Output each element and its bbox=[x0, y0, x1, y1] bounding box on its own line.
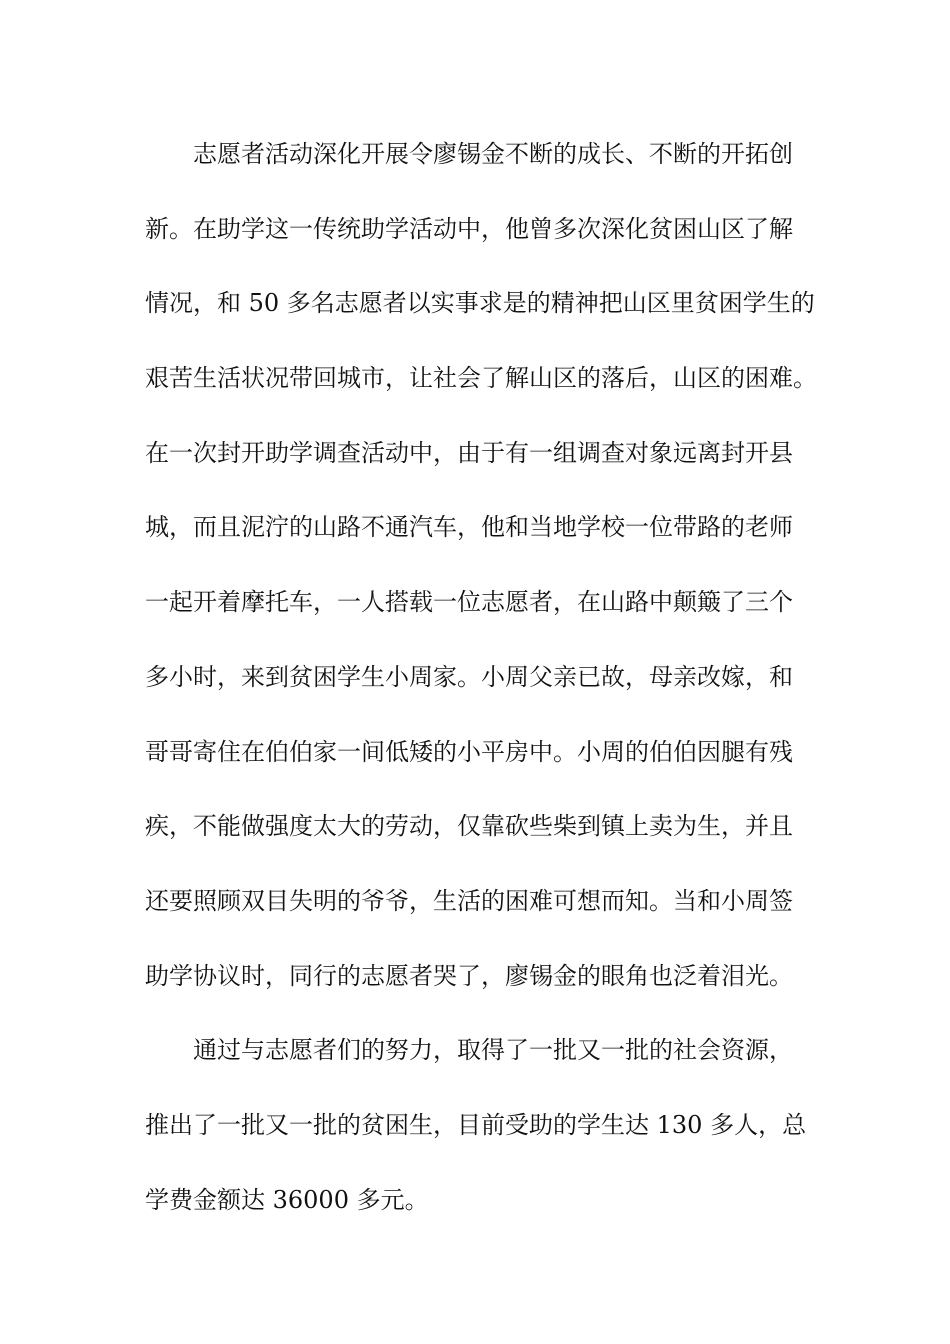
paragraph-1-line-7: 一起开着摩托车，一人搭载一位志愿者，在山路中颠簸了三个 bbox=[145, 588, 793, 617]
paragraph-2-line-1: 通过与志愿者们的努力，取得了一批又一批的社会资源， bbox=[193, 1036, 793, 1065]
paragraph-1-line-5: 在一次封开助学调查活动中，由于有一组调查对象远离封开县 bbox=[145, 438, 793, 467]
paragraph-1-line-11: 还要照顾双目失明的爷爷，生活的困难可想而知。当和小周签 bbox=[145, 886, 793, 915]
paragraph-1-line-8: 多小时，来到贫困学生小周家。小周父亲已故，母亲改嫁，和 bbox=[145, 662, 793, 691]
paragraph-2-line-2: 推出了一批又一批的贫困生，目前受助的学生达 130 多人，总 bbox=[145, 1110, 807, 1139]
paragraph-1-line-3: 情况，和 50 多名志愿者以实事求是的精神把山区里贫困学生的 bbox=[145, 289, 815, 318]
paragraph-1-line-6: 城，而且泥泞的山路不通汽车，他和当地学校一位带路的老师 bbox=[145, 513, 793, 542]
paragraph-1-line-10: 疾，不能做强度太大的劳动，仅靠砍些柴到镇上卖为生，并且 bbox=[145, 812, 793, 841]
body-text bbox=[145, 131, 817, 1251]
paragraph-2-line-3: 学费金额达 36000 多元。 bbox=[145, 1185, 429, 1214]
paragraph-1-line-9: 哥哥寄住在伯伯家一间低矮的小平房中。小周的伯伯因腿有残 bbox=[145, 737, 793, 766]
paragraph-1-line-1: 志愿者活动深化开展令廖锡金不断的成长、不断的开拓创 bbox=[193, 140, 793, 168]
paragraph-1-line-4: 艰苦生活状况带回城市，让社会了解山区的落后，山区的困难。 bbox=[145, 364, 817, 393]
paragraph-1-line-2: 新。在助学这一传统助学活动中，他曾多次深化贫困山区了解 bbox=[145, 214, 793, 243]
paragraph-1-line-12: 助学协议时，同行的志愿者哭了，廖锡金的眼角也泛着泪光。 bbox=[145, 961, 793, 990]
